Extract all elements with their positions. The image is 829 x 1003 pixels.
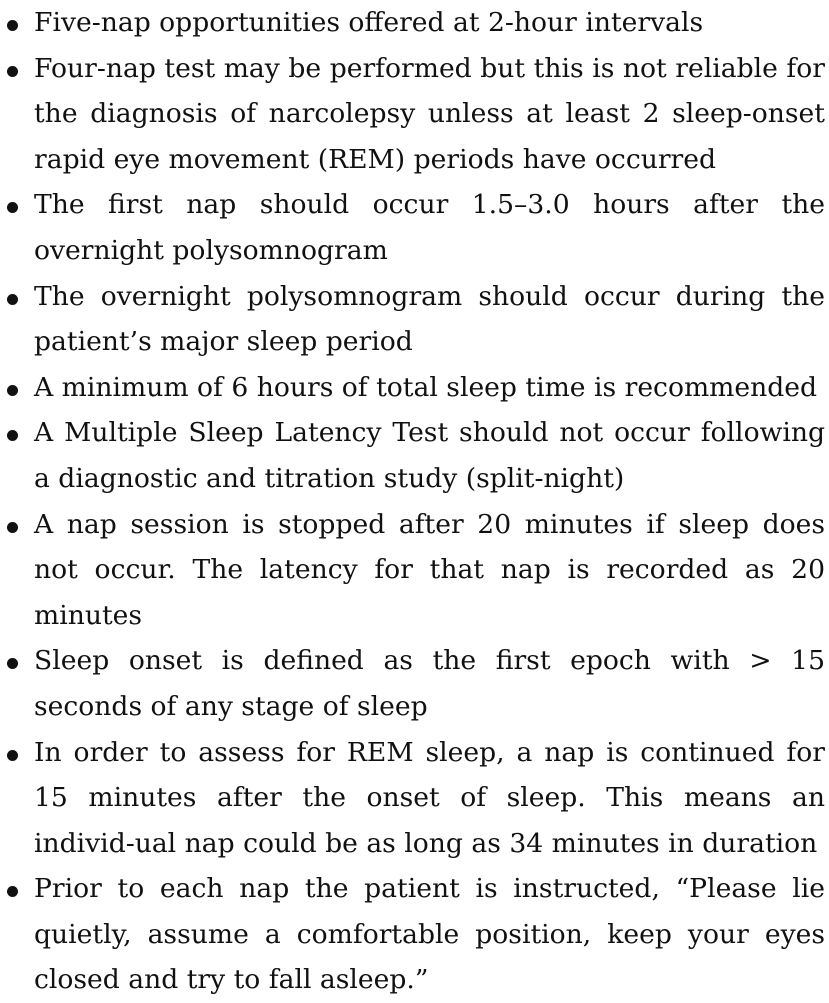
bullet-dot-icon (4, 274, 34, 320)
list-item-text: The first nap should occur 1.5–3.0 hours after the overnight polysomnogram (34, 189, 825, 266)
list-item-text: A minimum of 6 hours of total sleep time is recommended (34, 371, 818, 403)
bullet-list (4, 0, 825, 1003)
list-item (4, 0, 825, 46)
bullet-dot-icon (4, 0, 34, 46)
list-item (4, 866, 825, 1003)
list-item-text: A Multiple Sleep Latency Test should not occur following a diagnostic and titration study (split-night) (34, 417, 825, 494)
bullet-dot-icon (4, 410, 34, 456)
list-item (4, 46, 825, 183)
list-item-text: A nap session is stopped after 20 minutes if sleep does not occur. The latency for that nap is recorded as 20 minutes (34, 508, 825, 631)
list-item (4, 274, 825, 365)
list-item (4, 182, 825, 273)
bullet-dot-icon (4, 638, 34, 684)
bullet-dot-icon (4, 866, 34, 912)
bullet-dot-icon (4, 182, 34, 228)
bullet-dot-icon (4, 46, 34, 92)
list-item (4, 730, 825, 867)
list-item-text: The overnight polysomnogram should occur during the patient’s major sleep period (34, 280, 825, 358)
bullet-dot-icon (4, 730, 34, 776)
list-item-text: In order to assess for REM sleep, a nap is continued for 15 minutes after the onset of sleep. This means an individ-ual nap could be as long as 34 minutes in duration (34, 736, 825, 859)
list-item-text: Sleep onset is defined as the first epoch with > 15 seconds of any stage of sleep (34, 645, 825, 722)
list-item-text: Prior to each nap the patient is instructed, “Please lie quietly, assume a comfortable position, keep your eyes closed and try to fall asleep.” (34, 873, 825, 996)
list-item (4, 365, 825, 411)
list-item-text: Five-nap opportunities offered at 2-hour intervals (34, 7, 704, 38)
bullet-dot-icon (4, 502, 34, 548)
list-item (4, 502, 825, 639)
list-item (4, 638, 825, 729)
list-item-text: Four-nap test may be performed but this is not reliable for the diagnosis of narcolepsy unless at least 2 sleep-onset rapid eye movement (REM) periods have occurred (34, 52, 825, 175)
bullet-dot-icon (4, 365, 34, 411)
list-item (4, 410, 825, 501)
